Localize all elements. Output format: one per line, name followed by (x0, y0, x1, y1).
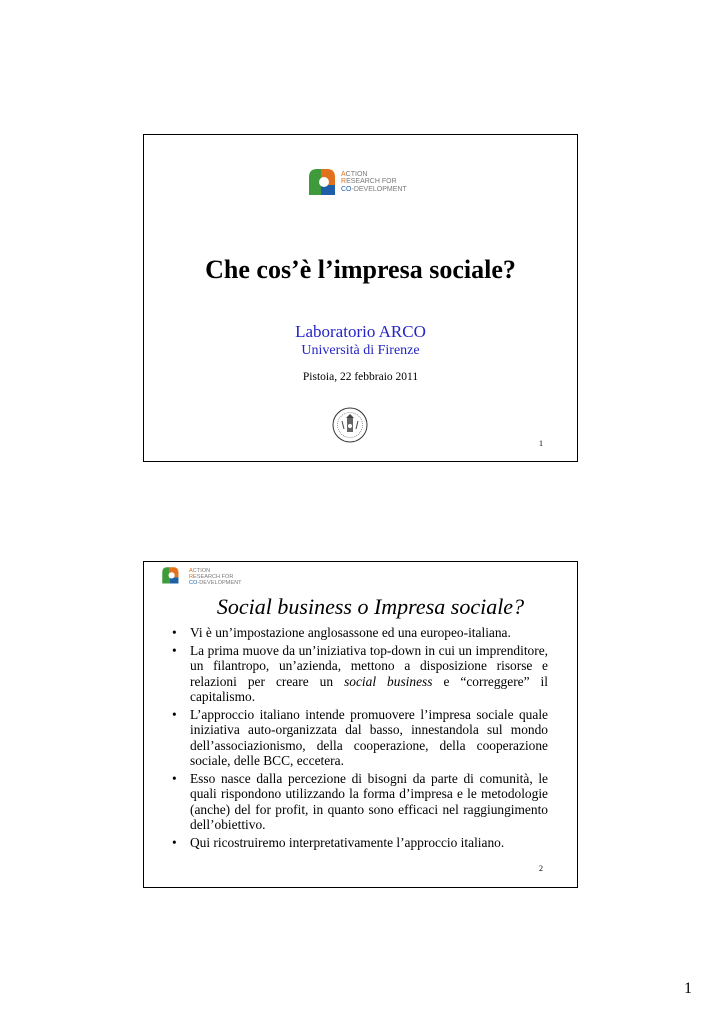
page-number: 1 (684, 980, 692, 997)
slide-2 (143, 561, 578, 888)
slide-1-institution: Università di Firenze (301, 343, 420, 358)
arco-logo (161, 566, 242, 590)
slide-1-title: Che cos’è l’impresa sociale? (205, 255, 516, 284)
arco-logo-mark-icon (307, 167, 337, 197)
slide-1-date: Pistoia, 22 febbraio 2011 (302, 371, 419, 383)
slide-1-number: 1 (539, 439, 543, 448)
arco-logo-text: ACTION RESEARCH FOR CO-DEVELOPMENT (341, 170, 407, 193)
emphasis-social-business: social business (344, 673, 433, 689)
bullet-item: • Qui ricostruiremo interpretativamente l’approccio italiano. (172, 835, 548, 851)
bullet-item: • L’approccio italiano intende promuovere l’impresa sociale quale iniziativa auto-organizzata dal basso, innestandola sul mondo dell’associazionismo, della cooperazione, della cooperazione sociale, delle BCC, eccetera. (172, 707, 548, 769)
bullet-item: • Vi è un’impostazione anglosassone ed una europeo-italiana. (172, 625, 548, 641)
arco-logo-text: ACTION RESEARCH FOR CO-DEVELOPMENT (189, 568, 242, 586)
bullet-item: • Esso nasce dalla percezione di bisogni da parte di comunità, le quali rispondono utilizzando la forma d’impresa e le metodologie (anche) del for profit, in quanto sono efficaci nel raggiungimento dell’obiettivo. (172, 771, 548, 833)
university-seal-icon (332, 407, 368, 443)
slide-1-subtitle: Laboratorio ARCO (295, 322, 426, 341)
slide-2-title: Social business o Impresa sociale? (216, 594, 525, 619)
slide-2-bullet-list (172, 625, 548, 852)
slide-1 (143, 134, 578, 462)
arco-logo (307, 167, 407, 197)
arco-logo-mark-icon (161, 566, 180, 585)
slide-2-number: 2 (539, 864, 543, 873)
bullet-item: • La prima muove da un’iniziativa top-down in cui un imprenditore, un filantropo, un’azienda, mettono a disposizione risorse e relazioni per creare un social business e “correggere” il capitalismo. (172, 643, 548, 705)
